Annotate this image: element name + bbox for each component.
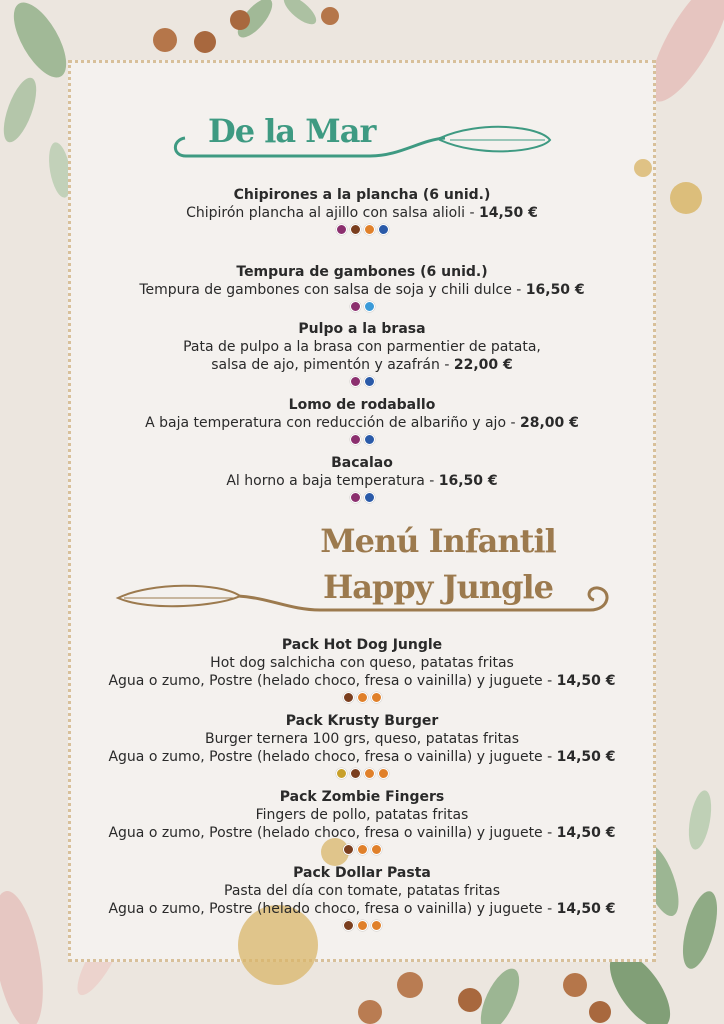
item-name: Tempura de gambones (6 unid.) <box>236 264 488 280</box>
allergen-icons <box>70 768 654 780</box>
item-description-line-1: Burger ternera 100 grs, queso, patatas fritas <box>204 731 519 747</box>
menu-item-krusty-burger <box>70 712 654 780</box>
section-title-de-la-mar: De la Mar <box>208 112 376 150</box>
item-price: 16,50 € <box>525 282 585 298</box>
allergen-icons <box>70 844 654 856</box>
orange-milk-icon <box>357 692 368 703</box>
orange-mustard-icon <box>371 844 382 855</box>
item-price: 14,50 € <box>556 901 616 917</box>
item-name: Pulpo a la brasa <box>298 321 426 337</box>
item-description-line-1: Hot dog salchicha con queso, patatas fritas <box>210 655 514 671</box>
item-description-line-2: Agua o zumo, Postre (helado choco, fresa o vainilla) y juguete - <box>108 749 557 765</box>
item-name: Pack Hot Dog Jungle <box>281 637 443 653</box>
item-name: Pack Zombie Fingers <box>279 789 445 805</box>
item-description-line-2: Agua o zumo, Postre (helado choco, fresa o vainilla) y juguete - <box>108 825 557 841</box>
item-price: 28,00 € <box>519 415 579 431</box>
item-description: Chipirón plancha al ajillo con salsa alioli - <box>186 205 479 221</box>
orange-milk-icon <box>364 768 375 779</box>
item-description-line-1: Fingers de pollo, patatas fritas <box>255 807 469 823</box>
item-description: Tempura de gambones con salsa de soja y chili dulce - <box>139 282 526 298</box>
item-description-line-1: Pata de pulpo a la brasa con parmentier de patata, <box>183 339 541 355</box>
item-description-line-1: Pasta del día con tomate, patatas fritas <box>224 883 500 899</box>
orange-mustard-icon <box>371 692 382 703</box>
brown-egg-icon <box>343 844 354 855</box>
item-name: Lomo de rodaballo <box>288 397 436 413</box>
menu-item-zombie-fingers <box>70 788 654 856</box>
menu-item-dollar-pasta <box>70 864 654 932</box>
allergen-icons <box>70 920 654 932</box>
item-price: 14,50 € <box>556 825 616 841</box>
orange-milk-icon <box>357 844 368 855</box>
brown-egg-icon <box>343 692 354 703</box>
section-title-menu-infantil: Menú Infantil <box>320 522 556 560</box>
item-description-line-2: Agua o zumo, Postre (helado choco, fresa o vainilla) y juguete - <box>108 673 557 689</box>
item-description-line-2: salsa de ajo, pimentón y azafrán - <box>211 357 454 373</box>
item-price: 16,50 € <box>438 473 498 489</box>
item-name: Chipirones a la plancha (6 unid.) <box>233 187 491 203</box>
item-description-line-2: Agua o zumo, Postre (helado choco, fresa o vainilla) y juguete - <box>108 901 557 917</box>
item-price: 14,50 € <box>556 749 616 765</box>
menu-item-hot-dog-jungle <box>70 636 654 704</box>
item-name: Pack Dollar Pasta <box>293 865 431 881</box>
brown-egg-icon <box>350 768 361 779</box>
orange-milk-icon <box>357 920 368 931</box>
orange-mustard-icon <box>371 920 382 931</box>
item-description: A baja temperatura con reducción de albariño y ajo - <box>145 415 520 431</box>
item-name: Bacalao <box>331 455 393 471</box>
brown-egg-icon <box>343 920 354 931</box>
orange-mustard-icon <box>378 768 389 779</box>
item-price: 14,50 € <box>556 673 616 689</box>
item-price: 22,00 € <box>453 357 513 373</box>
section-subtitle-happy-jungle: Happy Jungle <box>322 568 553 606</box>
item-name: Pack Krusty Burger <box>285 713 439 729</box>
item-description: Al horno a baja temperatura - <box>226 473 439 489</box>
yellow-sesame-icon <box>336 768 347 779</box>
allergen-icons <box>70 692 654 704</box>
item-price: 14,50 € <box>478 205 538 221</box>
